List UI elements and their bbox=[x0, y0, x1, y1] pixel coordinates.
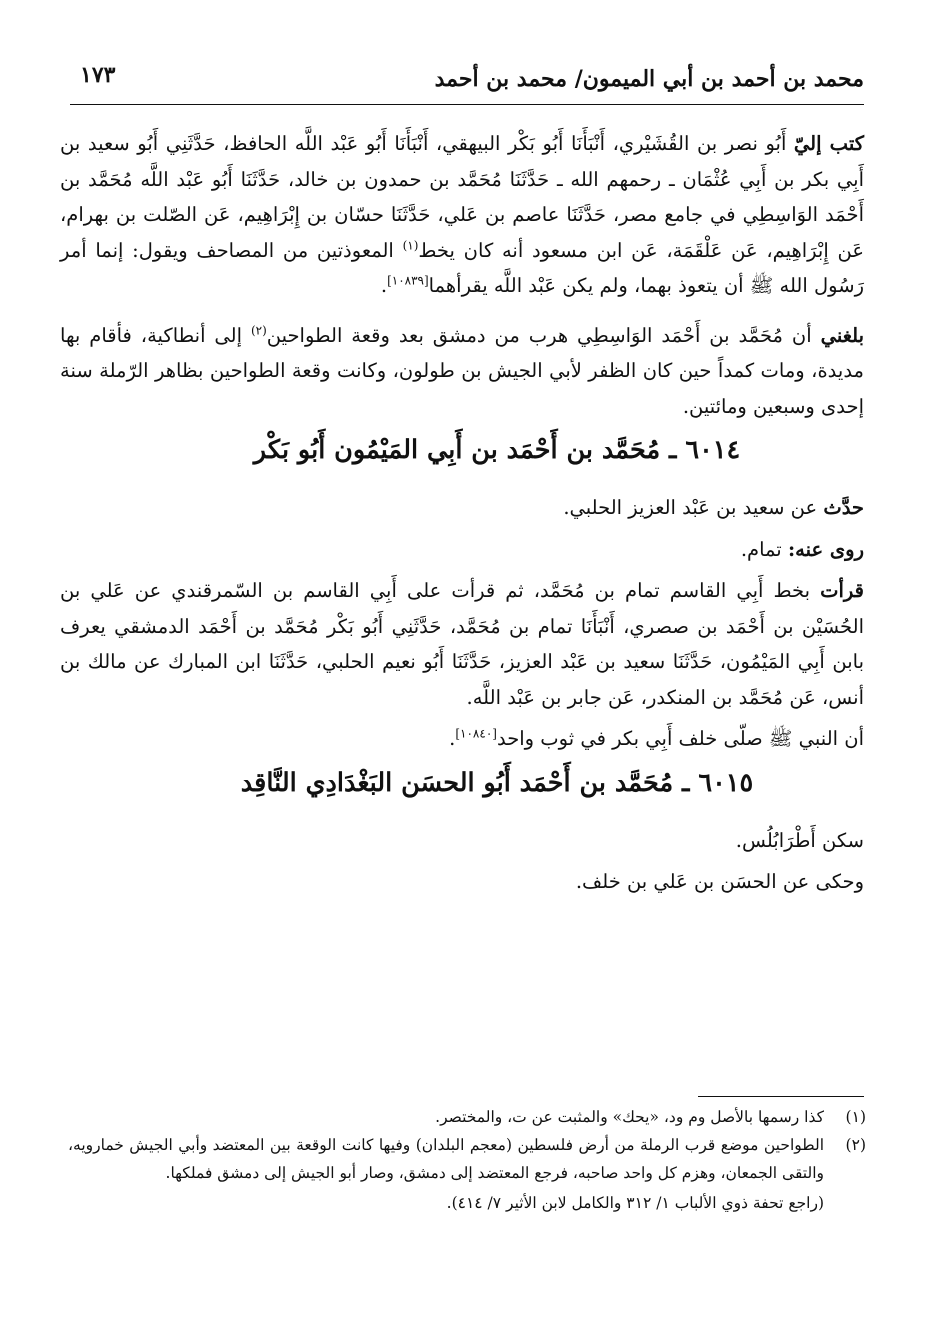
lead-word: كتب إليّ bbox=[793, 132, 864, 155]
paragraph-hadith bbox=[60, 721, 864, 757]
paragraph-qara bbox=[60, 573, 864, 715]
footnote-divider bbox=[698, 1096, 864, 1097]
paragraph-balaghani bbox=[60, 318, 864, 425]
footnote-1 bbox=[68, 1103, 866, 1131]
footnote-2-reference: (راجع تحفة ذوي الألباب ١/ ٣١٢ والكامل لابن الأثير ٧/ ٤١٤). bbox=[446, 1194, 824, 1212]
footnote-text: الطواحين موضع قرب الرملة من أرض فلسطين (معجم البلدان) وفيها كانت الوقعة بين المعتضد وأبي الجيش خمارويه، والتقى الجمعان، وهزم كل واحد صاحبه، فرجع المعتضد إلى دمشق، وصار أبو الجيش إلى دمشق فملكها. bbox=[68, 1136, 824, 1182]
main-text bbox=[60, 126, 864, 900]
page-header bbox=[70, 60, 864, 105]
hadith-text: أن النبي ﷺ صلّى خلف أَبِي بكر في ثوب واحد bbox=[496, 727, 864, 750]
paragraph-end: . bbox=[449, 727, 456, 750]
lead-word: قرأت bbox=[820, 579, 864, 602]
paragraph-rawa bbox=[60, 532, 864, 568]
paragraph-text: أَبُو نصر بن القُشَيْري، أَنْبَأَنَا أَبُو بَكْر البيهقي، أَنْبَأَنَا أَبُو عَبْد اللَّه الحافظ، حَدَّثَنِي أَبُو سعيد بن أَبِي بكر بن أَبِي عُثْمَان ـ رحمهم الله ـ حَدَّثَنَا مُحَمَّد بن حمدون بن خالد، حَدَّثَنَا أَبُو عَبْد اللَّه مُحَمَّد بن أَحْمَد الوَاسِطِي في جامع مصر، حَدَّثَنَا عاصم بن عَلي، حَدَّثَنَا حسّان بن إِبْرَاهِيم، عَن الصّلت بن بهرام، عَن إِبْرَاهِيم، عَن عَلْقَمَة، عَن ابن مسعود أنه كان يخط bbox=[60, 132, 864, 262]
footnote-text: كذا رسمها بالأصل وم ود، «يحك» والمثبت عن ت، والمختصر. bbox=[435, 1108, 824, 1126]
paragraph-hakaa: وحكى عن الحسَن بن عَلي بن خلف. bbox=[575, 870, 864, 893]
footnote-number: (١) bbox=[845, 1108, 866, 1126]
paragraph-text: بخط أَبِي القاسم تمام بن مُحَمَّد، ثم قرأت على أَبِي القاسم بن السّمرقندي عن عَلي بن الحُسَيْن بن أَحْمَد بن صصري، أَنْبَأَنَا تمام بن مُحَمَّد، حَدَّثَنِي أَبُو بَكْر مُحَمَّد بن أَحْمَد الدمشقي يعرف بابن أَبِي المَيْمُون، حَدَّثَنَا سعيد بن عَبْد العزيز، حَدَّثَنَا أَبُو نعيم الحلبي، حَدَّثَنَا ابن المبارك عن مالك بن أنس، عَن مُحَمَّد بن المنكدر، عَن جابر بن عَبْد اللَّه. bbox=[60, 579, 864, 709]
lead-word: بلغني bbox=[820, 323, 865, 347]
footnote-ref-2: (٢) bbox=[250, 323, 267, 337]
hadith-number: [١٠٨٣٩] bbox=[387, 273, 429, 288]
entry-title-6014: ٦٠١٤ ـ مُحَمَّد بن أَحْمَد بن أَبِي المَيْمُون أَبُو بَكْر bbox=[253, 435, 741, 465]
paragraph-text: تمام. bbox=[740, 537, 788, 561]
paragraph-text: عن سعيد بن عَبْد العزيز الحلبي. bbox=[563, 496, 824, 519]
running-title: محمد بن أحمد بن أبي الميمون/ محمد بن أحمد bbox=[434, 66, 864, 92]
paragraph-haddath bbox=[60, 490, 864, 526]
paragraph-text: إلى أنطاكية، فأقام بها مديدة، ومات كمداً حين كان الظفر لأبي الجيش بن طولون، وكانت وقعة الطواحين بظاهر الرّملة سنة إحدى وسبعين ومائتين. bbox=[60, 323, 864, 418]
page-number: ١٧٣ bbox=[80, 62, 116, 88]
paragraph-kataba bbox=[60, 126, 864, 304]
lead-word: روى عنه: bbox=[787, 537, 864, 561]
paragraph-end: . bbox=[380, 274, 388, 297]
footnote-number: (٢) bbox=[845, 1136, 866, 1154]
paragraph-text: المعوذتين من المصاحف ويقول: إنما أمر رَسُول الله ﷺ أن يتعوذ بهما، ولم يكن عَبْد اللَّه يقرأهما bbox=[60, 238, 864, 297]
entry-title-6015: ٦٠١٥ ـ مُحَمَّد بن أَحْمَد أَبُو الحسَن البَغْدَادِي النَّاقِد bbox=[240, 767, 754, 798]
paragraph-text: أن مُحَمَّد بن أَحْمَد الوَاسِطِي هرب من دمشق بعد وقعة الطواحين bbox=[266, 323, 821, 347]
lead-word: حدَّث bbox=[823, 496, 864, 519]
paragraph-sakana: سكن أَطْرَابُلُس. bbox=[735, 828, 864, 852]
footnotes bbox=[68, 1103, 866, 1217]
hadith-number: [١٠٨٤٠] bbox=[455, 726, 497, 741]
footnote-2 bbox=[68, 1131, 866, 1187]
footnote-ref-1: (١) bbox=[402, 238, 419, 252]
